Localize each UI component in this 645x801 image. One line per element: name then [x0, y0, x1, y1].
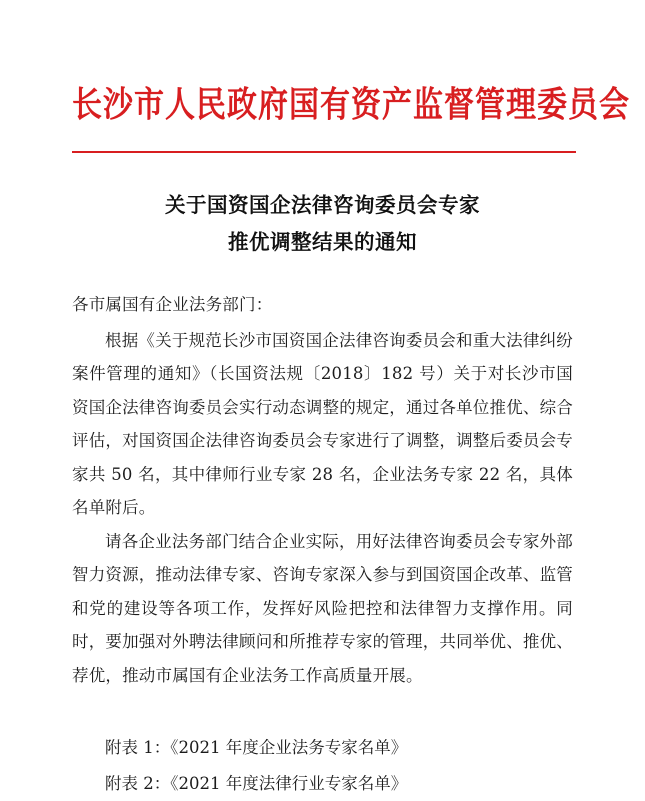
salutation: 各市属国有企业法务部门： [72, 295, 273, 315]
page-title-line-2: 推优调整结果的通知 [228, 230, 417, 255]
letterhead [72, 0, 630, 153]
issuing-organization: 长沙市人民政府国有资产监督管理委员会 [72, 84, 630, 127]
attachment-list [72, 730, 573, 801]
document-body [72, 288, 573, 692]
page-title-line-1: 关于国资国企法律咨询委员会专家 [165, 192, 480, 217]
letterhead-divider [72, 151, 576, 153]
attachment-item-1: 附表 1：《2021 年度企业法务专家名单》 [105, 738, 408, 758]
body-paragraph-1: 根据《关于规范长沙市国资国企法律咨询委员会和重大法律纠纷案件管理的通知》（长国资法规〔2018〕182 号）关于对长沙市国资国企法律咨询委员会实行动态调整的规定，通过各单位推优、综合评估，对国资国企法律咨询委员会专家进行了调整，调整后委员会专家共 50 名，其中律师行业专家 28 名，企业法务专家 22 名，具体名单附后。 [72, 330, 573, 518]
attachment-item-2: 附表 2：《2021 年度法律行业专家名单》 [105, 773, 408, 793]
page-title [72, 187, 573, 263]
body-paragraph-2: 请各企业法务部门结合企业实际，用好法律咨询委员会专家外部智力资源，推动法律专家、咨询专家深入参与到国资国企改革、监管和党的建设等各项工作，发挥好风险把控和法律智力支撑作用。同时，要加强对外聘法律顾问和所推荐专家的管理，共同举优、推优、荐优，推动市属国有企业法务工作高质量开展。 [72, 531, 573, 685]
